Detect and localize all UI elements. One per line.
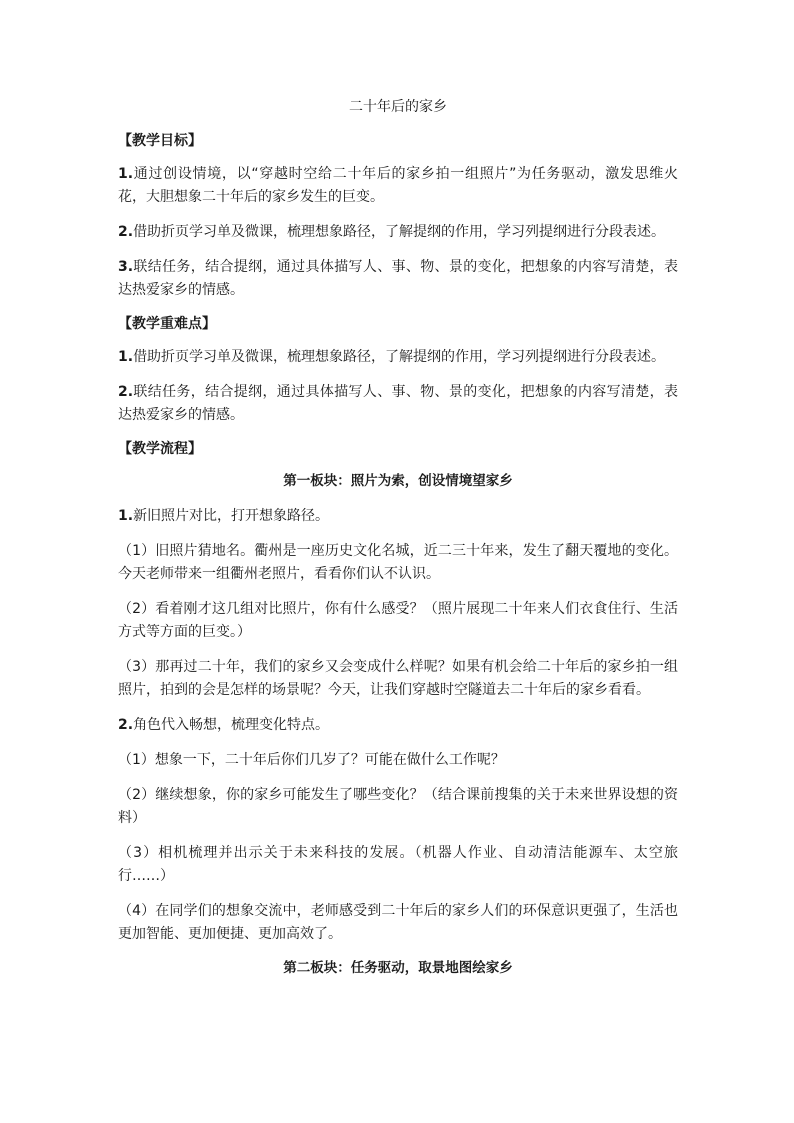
process-step-1 [118,505,678,528]
step2-subitem-2: （2）继续想象，你的家乡可能发生了哪些变化？（结合课前搜集的关于未来世界设想的资料） [118,787,678,826]
process-step-2-num: 2. [118,717,134,733]
keypoint-item-2-num: 2. [118,384,134,400]
process-step-2 [118,714,678,737]
step1-subitem-3: （3）那再过二十年，我们的家乡又会变成什么样呢？如果有机会给二十年后的家乡拍一组照片，拍到的会是怎样的场景呢？今天，让我们穿越时空隧道去二十年后的家乡看看。 [118,659,678,698]
process-step-1-num: 1. [118,508,134,524]
keypoint-item-2 [118,381,678,427]
goal-item-3-num: 3. [118,259,134,275]
goal-item-2 [118,221,678,244]
step1-subitem-1: （1）旧照片猜地名。衢州是一座历史文化名城，近二三十年来，发生了翻天覆地的变化。今天老师带来一组衢州老照片，看看你们认不认识。 [118,543,678,582]
process-step-1-text: 新旧照片对比，打开想象路径。 [133,508,330,524]
goals-heading: 【教学目标】 [118,133,202,149]
page-title: 二十年后的家乡 [349,99,447,115]
goal-item-1-num: 1. [118,166,134,182]
keypoint-item-2-text: 联结任务，结合提纲，通过具体描写人、事、物、景的变化，把想象的内容写清楚，表达热爱家乡的情感。 [118,384,678,423]
step1-subitem-2: （2）看着刚才这几组对比照片，你有什么感受？（照片展现二十年来人们衣食住行、生活方式等方面的巨变。） [118,601,678,640]
keypoints-heading: 【教学重难点】 [118,316,216,332]
goal-item-2-text: 借助折页学习单及微课，梳理想象路径，了解提纲的作用，学习列提纲进行分段表述。 [133,224,666,240]
process-heading: 【教学流程】 [118,441,202,457]
goal-item-3-text: 联结任务，结合提纲，通过具体描写人、事、物、景的变化，把想象的内容写清楚，表达热爱家乡的情感。 [118,259,678,298]
goal-item-2-num: 2. [118,224,134,240]
keypoint-item-1-text: 借助折页学习单及微课，梳理想象路径，了解提纲的作用，学习列提纲进行分段表述。 [133,349,666,365]
goal-item-1 [118,163,678,209]
block2-title: 第二板块：任务驱动，取景地图绘家乡 [283,960,513,976]
document-page [118,97,678,992]
keypoint-item-1 [118,346,678,369]
block1-title: 第一板块：照片为索，创设情境望家乡 [283,473,513,489]
step2-subitem-4: （4）在同学们的想象交流中，老师感受到二十年后的家乡人们的环保意识更强了，生活也更加智能、更加便捷、更加高效了。 [118,903,678,942]
process-step-2-text: 角色代入畅想，梳理变化特点。 [133,717,330,733]
keypoint-item-1-num: 1. [118,349,134,365]
step2-subitem-3: （3）相机梳理并出示关于未来科技的发展。（机器人作业、自动清洁能源车、太空旅行……） [118,845,678,884]
step2-subitem-1: （1）想象一下，二十年后你们几岁了？可能在做什么工作呢？ [118,752,505,768]
goal-item-1-text: 通过创设情境，以“穿越时空给二十年后的家乡拍一组照片”为任务驱动，激发思维火花，大胆想象二十年后的家乡发生的巨变。 [118,166,678,205]
goal-item-3 [118,256,678,302]
